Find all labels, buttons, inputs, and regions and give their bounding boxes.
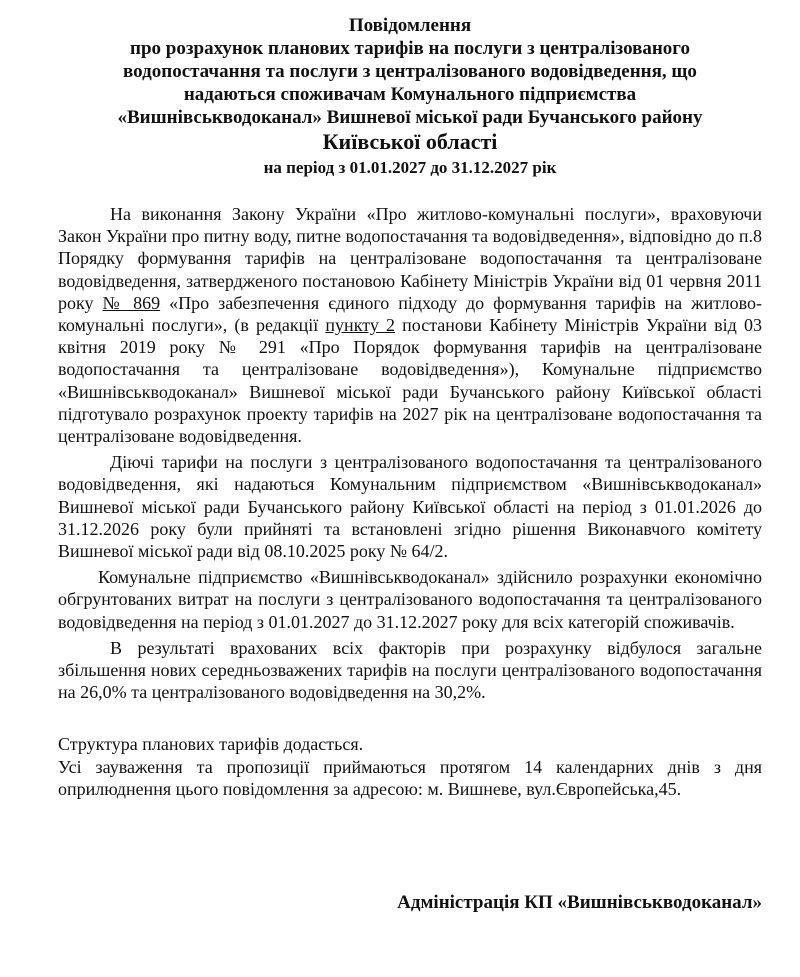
paragraph-4: В результаті врахованих всіх факторів при розрахунку відбулося загальне збільшення нових середньозважених тарифів на послуги централізованого водопостачання на 26,0% та централізованого водовідведення на 30,2%.: [58, 637, 762, 703]
item-2-link[interactable]: пункту 2: [325, 315, 395, 336]
paragraph-1-part-3: постанови Кабінету Міністрів України від 03 квітня 2019 року № 291 «Про Порядок формування тарифів на централізоване водопостачання та централізоване водовідведення»), Комунальне підприємство «Вишнівськводоканал» Вишневої міської ради Бучанського району Київської області підготувало розрахунок проекту тарифів на 2027 рік на централізоване водопостачання та централізоване водовідведення.: [58, 315, 762, 447]
header-line-5: Київської області: [322, 129, 498, 154]
resolution-869-link[interactable]: № 869: [102, 292, 161, 313]
header-line-1: про розрахунок планових тарифів на послуги з централізованого: [130, 38, 690, 59]
document-body: [58, 203, 762, 703]
paragraph-3: Комунальне підприємство «Вишнівськводоканал» здійснило розрахунки економічно обгрунтованих витрат на послуги з централізованого водопостачання та централізованого водовідведення на період з 01.01.2027 до 31.12.2027 року для всіх категорій споживачів.: [58, 567, 762, 632]
paragraph-1-part-1: На виконання Закону України «Про житлово-комунальні послуги», враховуючи Закон України про питну воду, питне водопостачання та водовідведення», відповідно до п.8 Порядку формування тарифів на централізоване водопостачання та централізоване водовідведення, затвердженого постановою Кабінету Міністрів України від 01 червня 2011 року: [58, 204, 762, 313]
document-title: Повідомлення: [348, 15, 472, 36]
header-line-4: «Вишнівськводоканал» Вишневої міської ради Бучанського району: [117, 107, 703, 128]
signature: Адміністрація КП «Вишнівськводоканал»: [397, 892, 762, 913]
header-period: на період з 01.01.2027 до 31.12.2027 рік: [263, 158, 557, 177]
header-line-3: надаються споживачам Комунального підприємства: [183, 84, 637, 105]
document-closing: [58, 733, 762, 800]
closing-line-1: Структура планових тарифів додасться.: [58, 734, 364, 755]
paragraph-1: [58, 203, 762, 447]
paragraph-1-part-2: «Про забезпечення єдиного підходу до формування тарифів на житлово-комунальні послуги», (в редакції: [58, 292, 762, 336]
paragraph-2: Діючі тарифи на послуги з централізованого водопостачання та централізованого водовідведення, які надаються Комунальним підприємством «Вишнівськводоканал» Вишневої міської ради Бучанського району Київської області на період з 01.01.2026 до 31.12.2026 року були прийняті та встановлені згідно рішення Виконавчого комітету Вишневої міської ради від 08.10.2025 року № 64/2.: [58, 452, 762, 562]
document-header: [58, 14, 762, 179]
closing-line-2: Усі зауваження та пропозиції приймаються протягом 14 календарних днів з дня оприлюднення цього повідомлення за адресою: м. Вишневе, вул.Європейська,45.: [58, 756, 762, 799]
header-line-2: водопостачання та послуги з централізованого водовідведення, що: [123, 61, 697, 82]
